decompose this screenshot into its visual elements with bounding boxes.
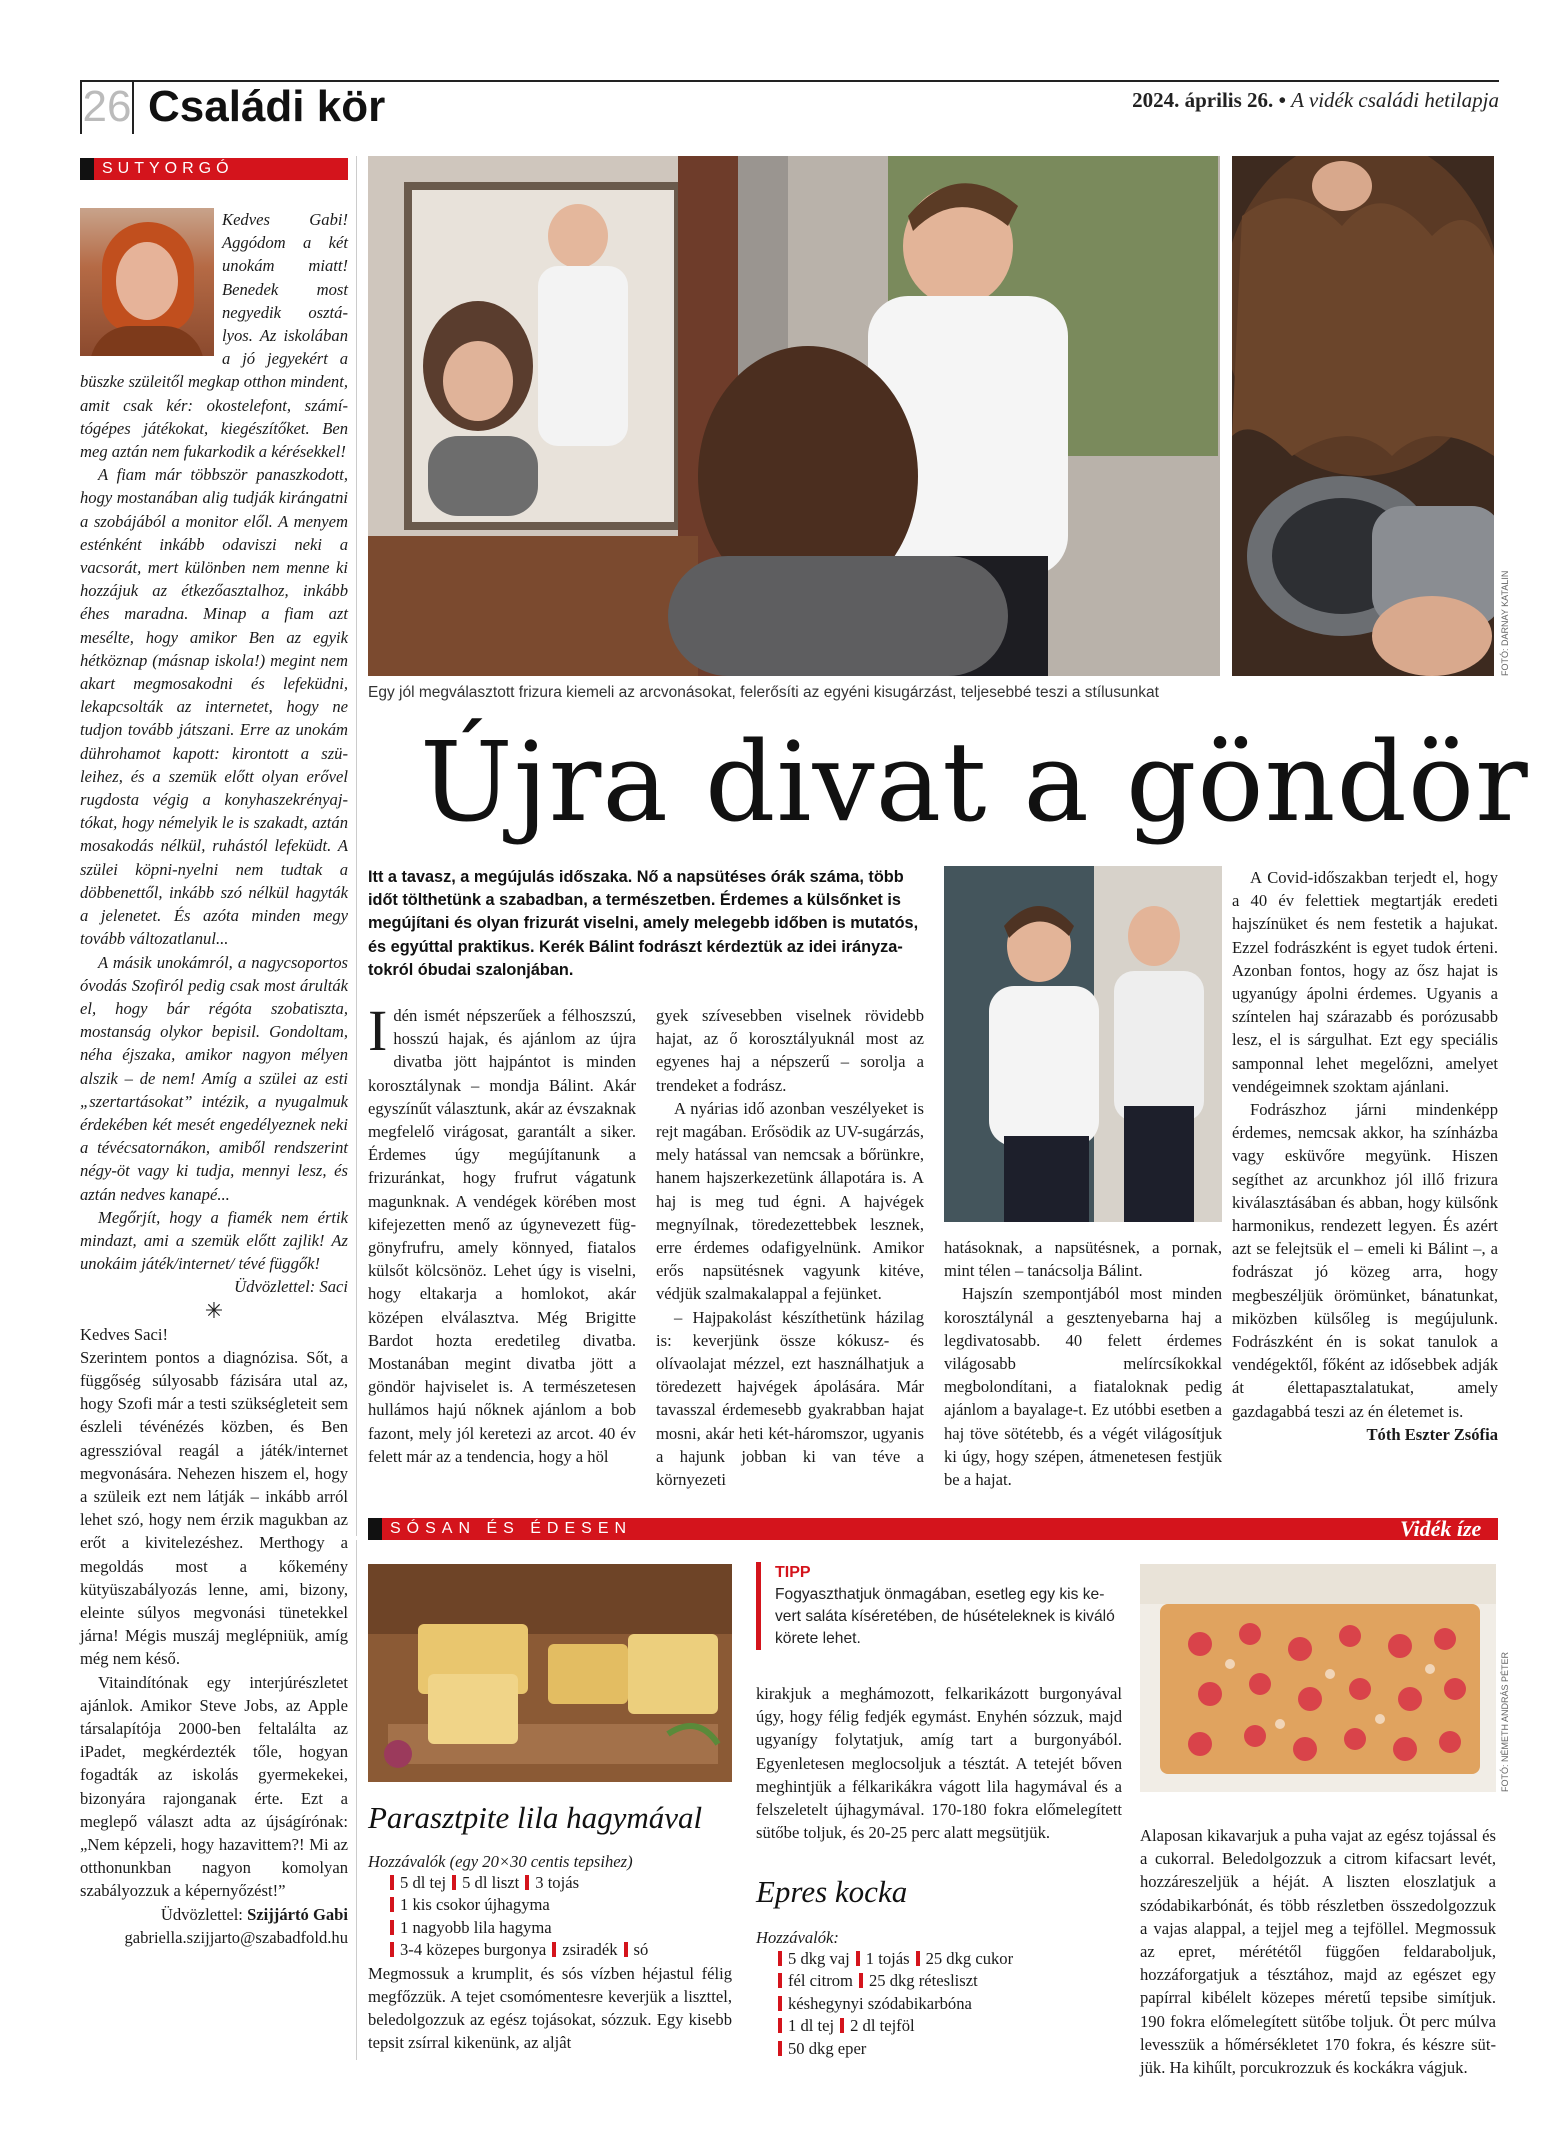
header-date: 2024. április 26. • A vidék családi hetilapja [1132, 88, 1499, 112]
ingredient-line [756, 2015, 1122, 2037]
letter-intro: Kedves Gabi! Aggódom a két unokám miatt! Benedek most negyedik osztályos. Az iskolában a jó jegyekért a büszke szüleitől megkap otthon mindent, amit csak kér: okostelefont, számítógépes játékokat, kiegészítőket. Ben meg aztán nem fukarkodik a kérésekkel! [80, 210, 348, 462]
sidebar-kicker: SUTYORGÓ [80, 158, 348, 180]
article-paragraph: Hajszín szempontjából most minden korosztálynál a gesztenyebarna haj a legdivatosabb. 40 felett érdemes világosabb melírcsíkokkal megbolondítani, a fiataloknak pedig ajánlom a bayalage-t. Ez utóbbi esetben a haj töve sötétebb, és a végét világosítjuk ki úgy, hogy szépen, átmenetesen festjük be a hajat. [944, 1284, 1222, 1490]
photo-credit: FOTÓ: DARNAY KATALIN [1500, 570, 1510, 676]
advice-column [80, 208, 348, 1949]
section-title: Családi kör [148, 82, 386, 131]
recipe-photo-credit: FOTÓ: NÉMETH ANDRÁS PÉTER [1500, 1651, 1510, 1792]
parasztpite-photo [368, 1564, 732, 1782]
salon-main-photo [368, 156, 1220, 676]
ingredient: 25 dkg rétesliszt [868, 1971, 978, 1991]
ingredient: 5 dl tej [400, 1873, 447, 1892]
column-separator [356, 1540, 357, 2060]
article-paragraph: – Hajpakolást készíthetünk házilag is: keverjünk össze kókusz- és olívaolajat mézzel, ezt használhatjuk a töredezett hajvégek ápolására. Már tavasszal érdemesebb gyakrabban hajat mosni, akár heti két-háromszor, ugyanis a hajunk jobban ki van téve a környezeti [656, 1307, 924, 1490]
article-column-4 [1232, 866, 1498, 1446]
reply-signature-name: Szijjártó Gabi [247, 1904, 348, 1924]
ingredient: késhegynyi szódabikarbóna [788, 1993, 972, 2013]
tipp-label: TIPP [775, 1564, 811, 1581]
article-paragraph: dén ismét népszerűek a félhoszszú, hosszú hajak, és ajánlom az újra divatba jött hajpántot is minden korosztálynak – mondja Bálint. Akár egyszínűt választunk, akár az évszaknak megfelelő virágosat, garantált a siker. Érdemes úgy megújítanunk a frizuránkat, hogy frufrut vágatunk magunknak. A vendégek körében most kifejezetten menő az úgynevezett függönyfrufru, amely könnyed, fiatalos külsőt kölcsönöz. Lehet úgy is viselni, hogy eltakarja a homlokot, akár középen elválasztva. Még Brigitte Bardot hozta eredetileg divatba. Mostanában megint divatba jött a göndör hajviselet is. A természetesen hullámos hajú nőknek ajánlom a bob fazont, mely jól keretezi az arcot. 40 év felett már az a tendencia, hogy a höl [368, 1006, 636, 1466]
column-separator [356, 156, 357, 1536]
letter-paragraph: A másik unokámról, a nagycsoportos óvodás Szofiról pedig csak most árulták el, hogy bár régóta szobatiszta, mostanság olykor bepisil. Gondoltam, néha éjszaka, amikor nagyon mélyen alszik – de nem! Amíg a szülei az esti „szertartásokat” intézik, a nyugalmuk érdekében két mesét engedélyeznek neki a tévécsatornákon, amiből rendszerint négy-öt vagy ki tudja, mennyi lesz, és aztán nedves kanapé... [80, 952, 348, 1204]
recipe-2-method: Alaposan kikavarjuk a puha vajat az egész tojással és a cukorral. Beledolgozzuk a citrom kifacsart levét, hozzáreszeljük a héját. A liszten eloszlatjuk a szódabikarbónát, és több részletben összedolgozzuk a vajas alappal, a tejjel meg a tejföllel. Megmossuk az epret, mérététől függően feldaraboljuk, hozzáforgatjuk a tésztához, majd az egészet egy papírral kibélelt közepes méretű tepsibe simítjuk. 190 fokra előmelegített sütőbe toljuk. Öt perc múlva levesszük a hőmérsékletet 170 fokra, és készre sütjük. Ha kihűlt, porcukrozzuk és kockákra vágjuk. [1140, 1826, 1496, 2078]
hairdryer-photo [1232, 156, 1494, 676]
recipe-1-ingredients [368, 1852, 738, 2054]
stylist-portrait-photo [944, 866, 1222, 1222]
letter-paragraph: A fiam már többször panaszkodott, hogy mostanában alig tudják kirángatni a szobájából a monitor elől. A menyem esténként inkább odaviszi neki a vacsorát, mert különben nem menne ki hozzájuk az étkezőasztalhoz, inkább éhes maradna. Minap a fiam azt mesélte, hogy amikor Ben az egyik hétköznap (másnap iskola!) megint nem akart megmosakodni és lefeküdni, lekapcsolták az internetet, hogy ne tudjon tovább játszani. Erre az unokám dührohamot kapott: kirontott a szüleihez, és a szemük előtt olyan erővel rugdosta végig a konyhaszekrényajtókat, hogy némelyik le is szakadt, aztán mosakodás nélkül, ruhástól lefeküdt. A szülei köpni-nyelni nem tudtak a döbbenettől, inkább szó nélkül hagyták a jelenetet. És azóta minden megy tovább változatlanul... [80, 465, 348, 949]
ingredient: 5 dkg vaj [788, 1949, 850, 1968]
article-lead: Itt a tavasz, a megújulás időszaka. Nő a napsütéses órák száma, több időt tölthetünk a szabadban, a természetben. Érdemes a külsőnket is megújítani és olyan frizurát viselni, amely melegebb időben is mutatós, és egyúttal praktikus. Kerék Bálint fodrászt kérdeztük az idei irányzatokról óbudai szalonjában. [368, 868, 919, 979]
ingredient-line [368, 1917, 738, 1939]
recipe-kicker: SÓSAN ÉS ÉDESEN [368, 1518, 1498, 1540]
reply-signature [80, 1903, 348, 1926]
ingredient: 1 nagyobb lila hagyma [400, 1917, 552, 1937]
ingredient-line [756, 2038, 1122, 2060]
recipe-1-method-continued: kirakjuk a meghámozott, felkarikázott burgonyával úgy, hogy félig fedjék egymást. Enyhén sózzuk, majd ugyanígy folytatjuk, amíg tart a burgonyából. Egyenletesen meglocsoljuk a tésztát. A tetejét bőven meghintjük a félkarikákra vágott lila hagymával és a felszeletelt újhagymával. 170-180 fokra előmelegített sütőbe toljuk, és 20-25 perc alatt megsütjük. [756, 1684, 1122, 1843]
article-paragraph: A Covid-időszakban terjedt el, hogy a 40 év felettiek megtartják eredeti hajszínüket és nem festetik a hajukat. Ezzel fodrászként is egyet tudok érteni. Azonban fontos, hogy az ősz hajat is ugyanúgy ápolni érdemes. Ugyanis a színtelen haj szárazabb és porózusabb lesz, el is sárgulhat. Ezt egy speciális samponnal lehet megelőzni, amelyet vendégeimnek szoktam ajánlani. [1232, 868, 1498, 1096]
divider-star: ✳ [204, 1297, 224, 1323]
ingredient-line [368, 1939, 738, 1961]
author-photo [80, 208, 214, 356]
reply-greeting: Kedves Saci! [80, 1324, 169, 1344]
ingredient: fél citrom [788, 1971, 853, 1991]
ingredient: 25 dkg cukor [925, 1949, 1014, 1968]
reply-paragraph: Vitaindítónak egy interjúrészletet ajánlok. Amikor Steve Jobs, az Apple társalapítója 2000-ben feltalálta az iPadet, megkérdezték tőle, hogyan fogadták az iskolás gyermekekei, bizonyára rajonganak érte. Ezt a meglepő választ adta az újságírónak: „Nem képzeli, hogy hazavittem?! Mi az otthonunkban nagyon komolyan szabályozzuk a képernyőzést!” [80, 1672, 348, 1901]
ingredient-line [756, 1948, 1122, 1970]
article-headline: Újra divat a göndör [420, 718, 1529, 846]
recipe-2-ingredients-heading: Hozzávalók: [756, 1928, 839, 1947]
article-column-2 [656, 1004, 924, 1491]
reply-paragraph: Szerintem pontos a diagnózisa. Sőt, a függőség súlyosabb fázisára utal az, hogy Szofi már a testi szükségleteit sem észleli tévénézés közben, és Ben agresszióval reagál a játék/internet megvonására. Nehezen hiszem el, hogy a szüleik ezt nem látják – inkább arról lehet szó, hogy nem érzik magukban az erőt a kivitelezéshez. Merthogy a megoldás most a kőkemény kütyüszabályozás lenne, ami, bizony, eleinte súlyos megvonási tünetekkel járna! Mégis muszáj meglépniük, amíg még nem késő. [80, 1347, 348, 1669]
tipp-box [756, 1562, 1122, 1650]
drop-cap: I [368, 998, 388, 1063]
article-column-1 [368, 998, 636, 1468]
ingredient-line [368, 1894, 738, 1916]
reply-email[interactable]: gabriella.szijjarto@szabadfold.hu [124, 1927, 348, 1947]
article-paragraph: hatásoknak, a napsütésnek, a pornak, mint télen – tanácsolja Bálint. [944, 1238, 1222, 1281]
ingredient: 1 tojás [865, 1949, 910, 1968]
recipe-2-ingredients [756, 1928, 1122, 2060]
recipe-1-method: Megmossuk a krumplit, és sós vízben héjastul félig megfőzzük. A tejet csomómentesre keverjük a liszttel, beledolgozzuk az egész tojásokat, sózzuk. Egy kisebb tepsit zsírral kikenünk, az aljât [368, 1963, 732, 2053]
recipe-1-title: Parasztpite lila hagymával [368, 1800, 703, 1835]
recipe-1-ingredients-heading: Hozzávalók (egy 20×30 centis tepsihez) [368, 1852, 633, 1871]
ingredient: 3-4 közepes burgonya [400, 1940, 547, 1960]
reply-signature-prefix: Üdvözlettel: [160, 1904, 248, 1924]
ingredient: 1 kis csokor újhagyma [400, 1895, 550, 1915]
ingredient-line [756, 1970, 1122, 1992]
ingredient-line [756, 1993, 1122, 2015]
letter-paragraph: Megőrjít, hogy a fiamék nem értik mindazt, ami a szemük előtt zajlik! Az unokáim játék/internet/ tévé függők! [80, 1207, 348, 1274]
ingredient: 3 tojás [535, 1873, 580, 1892]
ingredient: 2 dl tejföl [850, 2016, 915, 2036]
page-number: 26 [80, 80, 134, 134]
photo-caption: Egy jól megválasztott frizura kiemeli az arcvonásokat, felerősíti az egyéni kisugárzást, teljesebbé teszi a stílusunkat [368, 684, 1159, 701]
article-author: Tóth Eszter Zsófia [1366, 1424, 1498, 1444]
ingredient: 1 dl tej [788, 2016, 835, 2036]
tipp-text: Fogyaszthatjuk önmagában, esetleg egy kis kevert saláta kíséretében, de húsételeknek is kiváló körete lehet. [775, 1586, 1115, 1647]
letter-signature: Üdvözlettel: Saci [234, 1277, 348, 1297]
ingredient: zsiradék [562, 1940, 618, 1960]
videk-ize-logo: Vidék íze [1400, 1516, 1482, 1541]
ingredient: só [633, 1940, 649, 1960]
article-paragraph: Fodrászhoz járni mindenképp érdemes, nemcsak akkor, ha színházba vagy esküvőre megyünk. Hiszen segíthet az arcunkhoz jól illő frizura kiválasztásában és abban, hogy külsőnk harmonikus, rendezett legyen. És azért azt se felejtsük el – emeli ki Bálint –, a fodrászat jó közeg arra, hogy megbeszéljük örömünket, bánatunkat, miközben külsőleg is megújulunk. Fodrászként én is sokat tanulok a vendégektől, főként az idősebbek adják át élettapasztalatukat, amely gazdagabbá teszi az én életemet is. [1232, 1100, 1498, 1421]
article-paragraph: A nyárias idő azonban veszélyeket is rejt magában. Erősödik az UV-sugárzás, mely hatással van nemcsak a bőrünkre, hanem hajszerkezetünk állapotára is. A haj is meg tud égni. A hajvégek megnyílnak, töredezettebbek lesznek, erre érdemes odafigyelnünk. Amikor erős napsütésnek vagyunk kitéve, védjük szalmakalappal a fejünket. [656, 1098, 924, 1304]
ingredient: 5 dl liszt [462, 1873, 520, 1892]
article-column-3 [944, 1236, 1222, 1491]
publication-tagline: A vidék családi hetilapja [1291, 88, 1499, 112]
epres-kocka-photo [1140, 1564, 1496, 1792]
ingredient: 50 dkg eper [788, 2038, 867, 2058]
ingredient-line [368, 1872, 738, 1894]
recipe-2-title: Epres kocka [756, 1874, 908, 1909]
issue-date: 2024. április 26. [1132, 88, 1274, 112]
article-paragraph: gyek szívesebben viselnek rövidebb hajat, az ő korosztályuknál most az egyenes haj a népszerű – sorolja a trendeket a fodrász. [656, 1006, 924, 1095]
